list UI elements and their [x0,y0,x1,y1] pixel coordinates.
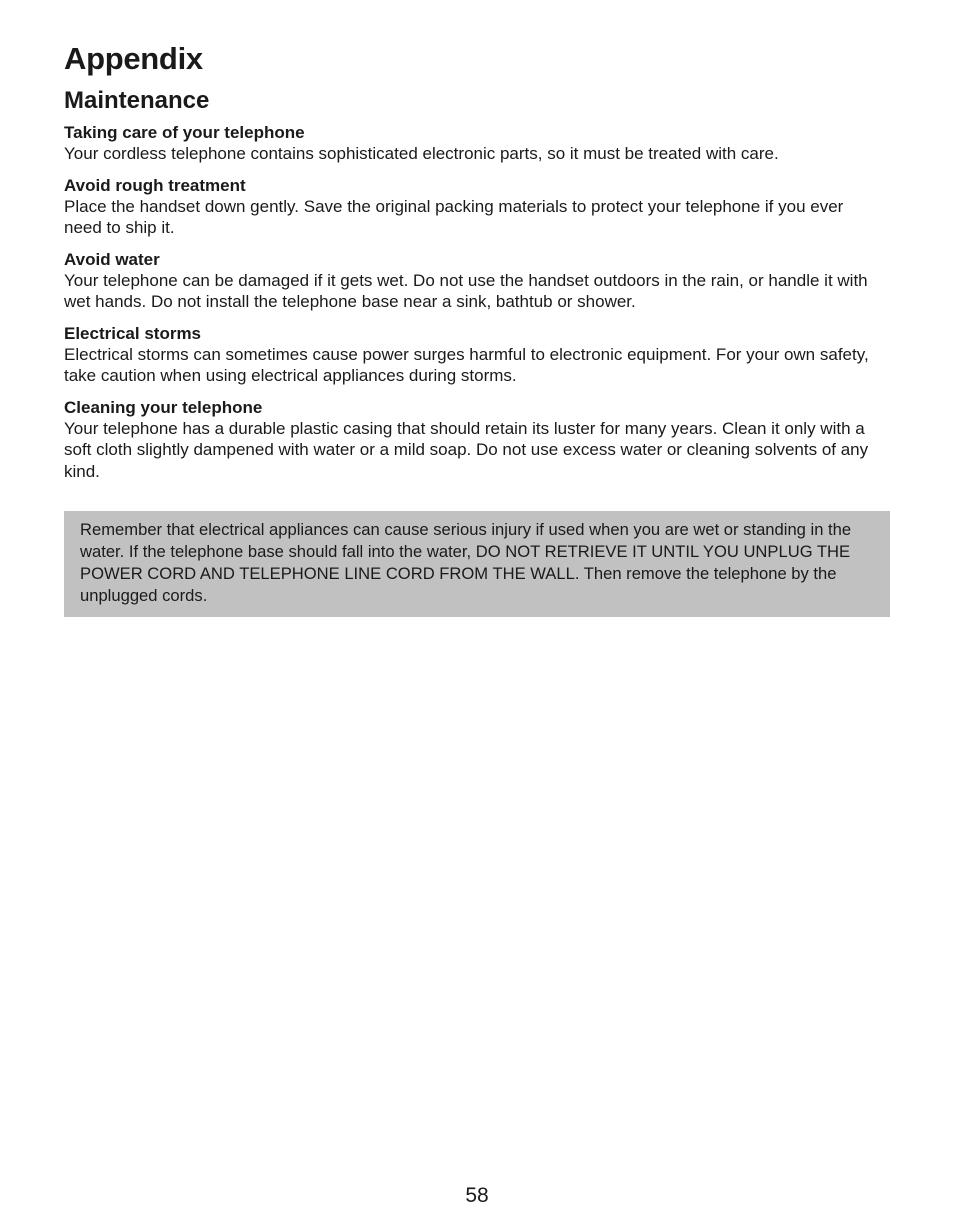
section-body: Your cordless telephone contains sophisticated electronic parts, so it must be treated with care. [64,144,779,163]
page-title: Appendix [64,41,203,76]
section-taking-care [64,122,894,165]
section-heading: Electrical storms [64,323,202,343]
section-heading: Avoid rough treatment [64,175,246,195]
section-title-maintenance: Maintenance [64,87,210,114]
section-electrical-storms [64,323,894,387]
page-content [64,40,894,482]
warning-box: Remember that electrical appliances can cause serious injury if used when you are wet or standing in the water. If the telephone base should fall into the water, DO NOT RETRIEVE IT UNTIL YOU UNPLUG THE POWER CORD AND TELEPHONE LINE CORD FROM THE WALL. Then remove the telephone by the unplugged cords. [64,511,890,617]
section-body: Your telephone has a durable plastic casing that should retain its luster for many years. Clean it only with a soft cloth slightly dampened with water or a mild soap. Do not use excess water or cleaning solvents of any kind. [64,418,869,481]
section-avoid-water [64,249,894,313]
section-heading: Cleaning your telephone [64,397,263,417]
section-avoid-rough-treatment [64,175,894,239]
section-body: Place the handset down gently. Save the original packing materials to protect your telephone if you ever need to ship it. [64,196,844,237]
page-number: 58 [465,1184,489,1207]
section-body: Your telephone can be damaged if it gets wet. Do not use the handset outdoors in the rain, or handle it with wet hands. Do not install the telephone base near a sink, bathtub or shower. [64,270,868,311]
section-heading: Taking care of your telephone [64,123,305,142]
section-cleaning [64,397,894,483]
section-heading: Avoid water [64,249,160,269]
section-body: Electrical storms can sometimes cause power surges harmful to electronic equipment. For your own safety, take caution when using electrical appliances during storms. [64,344,869,385]
